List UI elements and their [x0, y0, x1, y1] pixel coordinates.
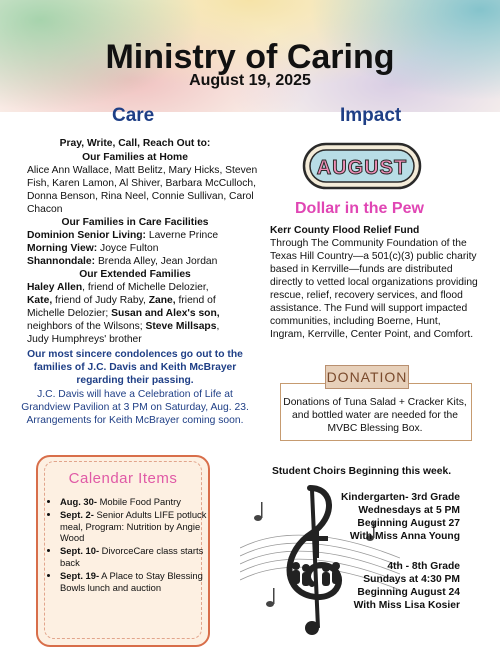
calendar-date: Sept. 2-: [60, 508, 94, 520]
care-heading: Care: [112, 105, 155, 126]
choirs-heading: Student Choirs Beginning this week.: [272, 466, 452, 477]
clef-stem: [312, 490, 318, 628]
fund-line: Texas Hill Country—a 501(c)(3) public charity: [270, 251, 477, 262]
celebration-line: Arrangements for Keith McBrayer coming soon.: [26, 415, 244, 426]
facility-line: [27, 242, 158, 255]
fund-line: directly to vetted local organizations providing: [270, 277, 478, 288]
calendar-date: Aug. 30-: [60, 496, 97, 507]
impact-heading: Impact: [340, 105, 402, 126]
extended-text: friend of: [175, 295, 216, 306]
choir-group2-line: With Miss Lisa Kosier: [353, 600, 460, 611]
donation-line: Donations of Tuna Salad + Cracker Kits,: [283, 397, 467, 408]
calendar-list: [46, 496, 220, 594]
facility-names: Laverne Prince: [145, 230, 219, 241]
facility-place: Shannondale:: [27, 256, 96, 267]
choir-group2-line: Beginning August 24: [357, 587, 460, 598]
calendar-text: A Place to Stay Blessing Bowls lunch and auction: [60, 569, 203, 593]
calendar-item: [60, 570, 220, 594]
fund-line: Ingram, Kerrville, Center Point, and Comfort.: [270, 329, 474, 340]
facilities-heading: Our Families in Care Facilities: [61, 217, 209, 228]
badge-month-text: AUGUST: [316, 157, 408, 179]
calendar-title: Calendar Items: [68, 470, 178, 487]
extended-text: friend of Judy Raby,: [52, 295, 149, 306]
extended-line: [27, 307, 220, 320]
choir-group1-line: Wednesdays at 5 PM: [358, 505, 460, 516]
celebration-line: Grandview Pavilion at 3 PM on Saturday, Aug. 23.: [21, 402, 249, 413]
facility-names: Brenda Alley, Jean Jordan: [95, 256, 218, 267]
clef-foot: [305, 621, 319, 635]
families-home-line: Chacon: [27, 204, 63, 215]
calendar-item: [60, 509, 220, 544]
fund-line: Through The Community Foundation of the: [270, 238, 467, 249]
extended-line: [27, 281, 209, 294]
calendar-date: Sept. 10-: [60, 545, 100, 557]
extended-line: Judy Humphreys' brother: [27, 334, 142, 345]
choir-group2-line: 4th - 8th Grade: [387, 561, 460, 572]
condolences-line: regarding their passing.: [76, 375, 194, 386]
donation-line: MVBC Blessing Box.: [327, 423, 423, 434]
families-home-line: Donna Benson, Rina Neel, Connie Sullivan, Carol: [27, 191, 254, 202]
celebration-line: J.C. Davis will have a Celebration of Life at: [37, 389, 233, 400]
impact-subheading: Dollar in the Pew: [295, 200, 424, 217]
facility-place: Morning View:: [27, 243, 98, 254]
extended-name: Susan and Alex's son,: [111, 308, 220, 319]
facility-names: Joyce Fulton: [97, 243, 159, 254]
calendar-text: Mobile Food Pantry: [96, 496, 181, 507]
families-home-line: Alice Ann Wallace, Matt Belitz, Mary Hicks, Steven: [27, 165, 258, 176]
condolences-line: families of J.C. Davis and Keith McBrayer: [33, 362, 237, 373]
extended-text: , friend of Michelle Delozier,: [82, 282, 209, 293]
families-home-line: Fish, Karen Lamon, Al Shiver, Barbara McCulloch,: [27, 178, 256, 189]
facility-line: [27, 255, 217, 268]
fund-line: based in Kerrville—funds are distributed: [270, 264, 453, 275]
extended-line: [27, 294, 216, 307]
choir-group2-line: Sundays at 4:30 PM: [363, 574, 460, 585]
facility-line: [27, 229, 218, 242]
donation-tab: DONATION: [325, 365, 409, 389]
extended-name: Zane,: [148, 295, 176, 306]
donation-line: and bottled water are needed for the: [291, 410, 458, 421]
choir-group1-line: Beginning August 27: [357, 518, 460, 529]
page-date: August 19, 2025: [189, 72, 311, 89]
fund-line: communities, including Boerne, Hunt,: [270, 316, 441, 327]
families-home-heading: Our Families at Home: [82, 152, 188, 163]
extended-name: Steve Millsaps: [145, 321, 217, 332]
care-intro: Pray, Write, Call, Reach Out to:: [59, 138, 211, 149]
page-title: Ministry of Caring: [105, 38, 395, 76]
august-badge: [300, 138, 424, 194]
extended-text: neighbors of the Wilsons;: [27, 321, 146, 332]
extended-heading: Our Extended Families: [79, 269, 191, 280]
fund-line: rescue, relief, recovery services, and flood: [270, 290, 463, 301]
facility-place: Dominion Senior Living:: [27, 230, 146, 241]
calendar-text: Senior Adults LIFE potluck meal, Program: Nutrition by Angie Wood: [60, 508, 207, 544]
choir-group1-line: Kindergarten- 3rd Grade: [340, 492, 460, 503]
calendar-item: [60, 545, 220, 569]
fund-line: assistance. The Fund will support impacted: [270, 303, 468, 314]
calendar-text: DivorceCare class starts back: [60, 545, 204, 568]
choir-group1-line: With Miss Anna Young: [349, 531, 460, 542]
extended-name: Haley Allen: [27, 282, 83, 293]
extended-text: Michelle Delozier;: [27, 308, 112, 319]
fund-title: Kerr County Flood Relief Fund: [270, 225, 420, 236]
extended-text: ,: [216, 321, 220, 332]
condolences-line: Our most sincere condolences go out to the: [27, 349, 243, 360]
extended-line: [27, 320, 219, 333]
extended-name: Kate,: [27, 295, 53, 306]
calendar-item: [60, 496, 220, 508]
calendar-date: Sept. 19-: [60, 569, 100, 581]
